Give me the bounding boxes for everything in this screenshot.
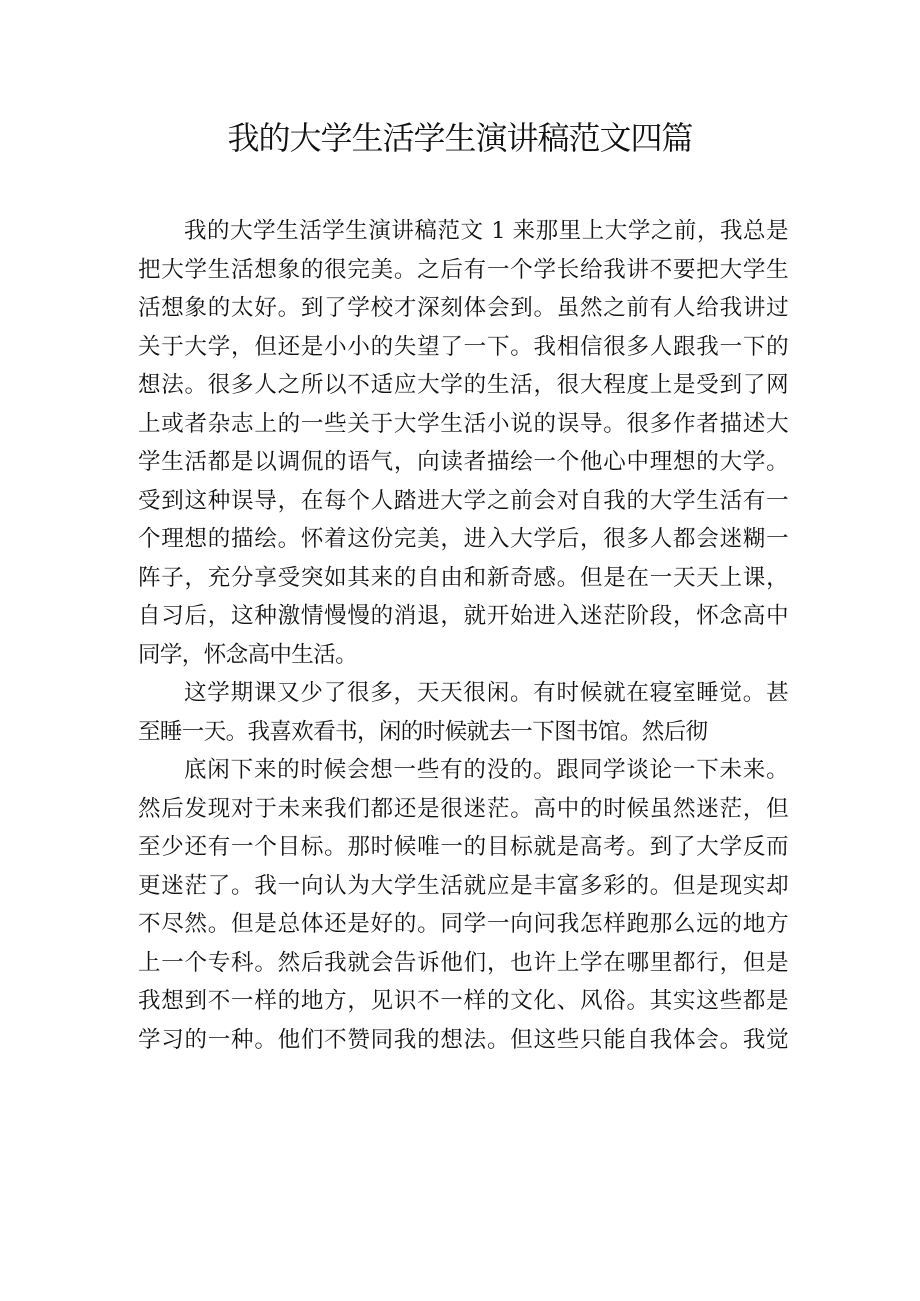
text-line: 想法。很多人之所以不适应大学的生活，很大程度上是受到了网 [138,372,788,398]
text-line: 这学期课又少了很多，天天很闲。有时候就在寝室睡觉。甚 [184,680,788,706]
text-line: 至睡一天。我喜欢看书，闲的时候就去一下图书馆。然后彻 [138,718,708,745]
text-line: 同学，怀念高中生活。 [138,641,358,668]
text-line: 更迷茫了。我一向认为大学生活就应是丰富多彩的。但是现实却 [138,872,788,899]
text-line: 然后发现对于未来我们都还是很迷茫。高中的时候虽然迷茫，但 [138,795,788,822]
document-title: 我的大学生活学生演讲稿范文四篇 [227,119,693,157]
text-line: 个理想的描绘。怀着这份完美，进入大学后，很多人都会迷糊一 [138,526,788,552]
text-line: 活想象的太好。到了学校才深刻体会到。虽然之前有人给我讲过 [138,295,788,321]
text-line: 自习后，这种激情慢慢的消退，就开始进入迷茫阶段，怀念高中 [138,603,788,629]
text-line: 上一个专科。然后我就会告诉他们，也许上学在哪里都行，但是 [138,949,788,976]
text-line: 底闲下来的时候会想一些有的没的。跟同学谈论一下未来。 [184,757,788,783]
text-line: 学习的一种。他们不赞同我的想法。但这些只能自我体会。我觉 [138,1026,788,1053]
text-line: 上或者杂志上的一些关于大学生活小说的误导。很多作者描述大 [138,410,788,437]
text-line: 受到这种误导，在每个人踏进大学之前会对自我的大学生活有一 [138,487,788,514]
text-line: 我想到不一样的地方，见识不一样的文化、风俗。其实这些都是 [138,988,788,1014]
text-line: 阵子，充分享受突如其来的自由和新奇感。但是在一天天上课， [138,564,788,591]
text-line: 学生活都是以调侃的语气，向读者描绘一个他心中理想的大学。 [138,449,788,475]
text-line: 把大学生活想象的很完美。之后有一个学长给我讲不要把大学生 [138,256,788,283]
text-line: 至少还有一个目标。那时候唯一的目标就是高考。到了大学反而 [138,834,788,860]
text-line: 我的大学生活学生演讲稿范文 1 来那里上大学之前，我总是 [184,218,788,244]
text-line: 不尽然。但是总体还是好的。同学一向问我怎样跑那么远的地方 [138,911,788,937]
text-line: 关于大学，但还是小小的失望了一下。我相信很多人跟我一下的 [138,333,788,360]
document-body [138,212,788,1059]
